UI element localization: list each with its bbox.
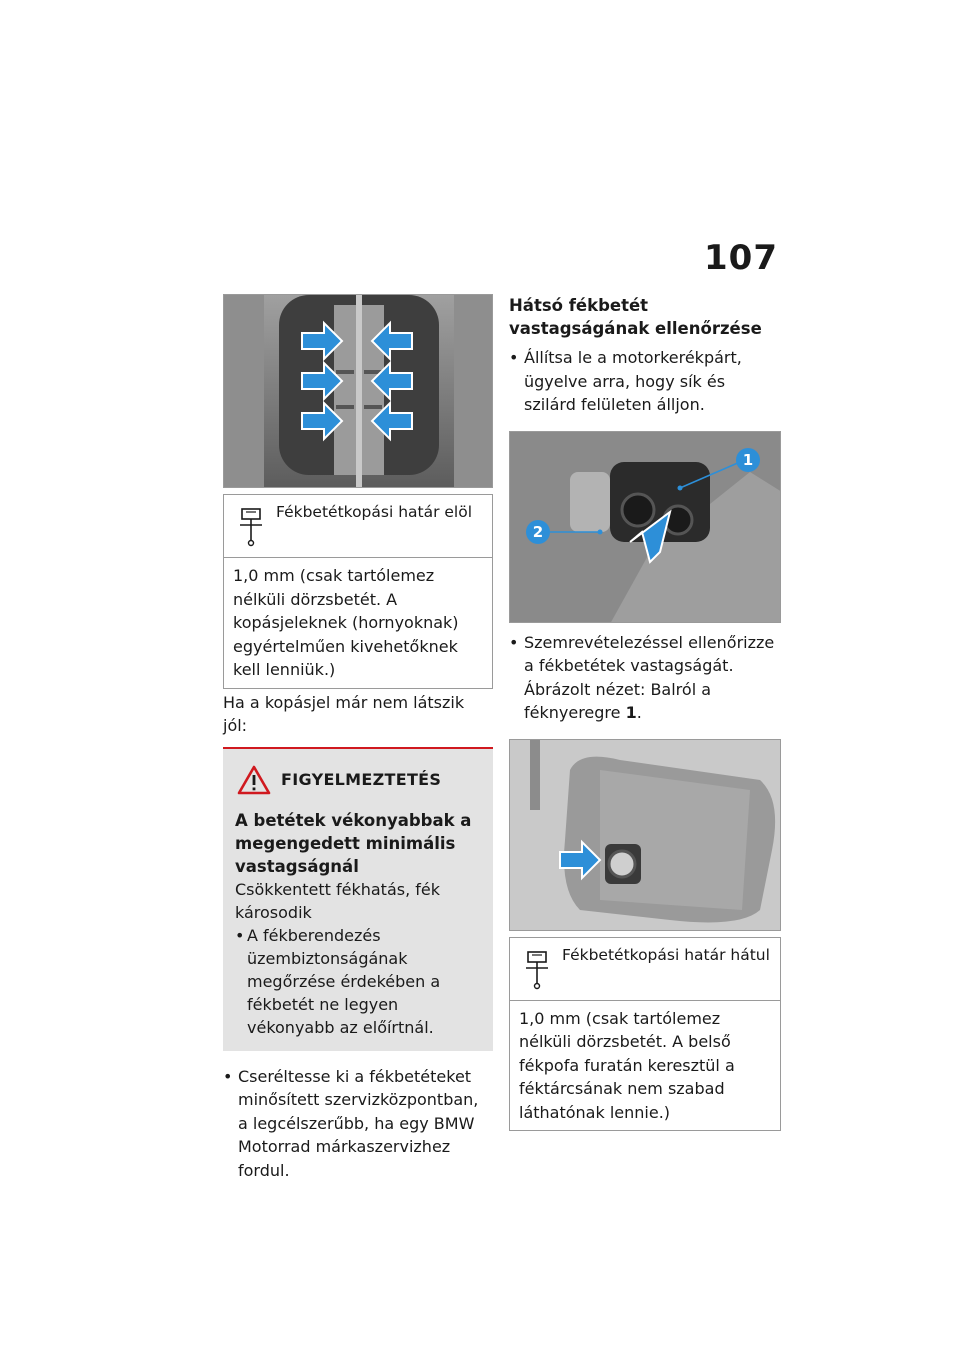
caliper-gauge-icon [236,501,266,551]
check-bullet [509,631,781,725]
bullet-dot: • [235,925,245,945]
spec-front-wear-limit [223,494,493,689]
spec-front-value: 1,0 mm (csak tartólemez nélküli dörzsbetét. A kopásjeleknek (hornyoknak) egyértelműen kivehetőknek kell lenniük.) [233,566,459,679]
warning-header [237,765,481,795]
bullet-dot: • [223,1066,233,1086]
park-bullet [509,346,781,417]
spec-rear-value: 1,0 mm (csak tartólemez nélküli dörzsbetét. A belső fékpofa furatán keresztül a féktárcsának nem szabad láthatónak lennie.) [519,1008,735,1122]
warning-title: A betétek vékonyabbak a megengedett minimális vastagságnál [235,810,472,876]
visibility-paragraph: Ha a kopásjel már nem látszik jól: [223,692,465,735]
warning-consequence: Csökkentett fékhatás, fék károsodik [235,879,441,922]
bullet-dot: • [509,632,519,652]
warning-bullet-text: A fékberendezés üzembiztonságának megőrzése érdekében a fékbetét ne legyen vékonyabb az előírtnál. [247,925,441,1037]
check-bullet-text [524,631,781,725]
callout-2 [526,520,550,544]
replace-bullet-text: Cseréltesse ki a fékbetéteket minősített szervizközpontban, a legcélszerűbb, ha egy BMW Motorrad márkaszervizhez fordul. [238,1066,479,1180]
spec-rear-header [510,938,780,1001]
spec-rear-title: Fékbetétkopási határ hátul [562,945,770,964]
left-column [223,294,493,1182]
warning-bullet [235,924,481,1039]
replace-bullet [223,1065,493,1183]
right-column [509,294,781,1131]
bullet-dot: • [509,348,519,367]
rear-brake-overview-figure [509,431,781,623]
check-bullet-main: Szemrevételezéssel ellenőrizze a fékbetétek vastagságát. Ábrázolt nézet: Balról a féknyeregre [524,632,775,722]
front-brake-pads-figure [223,294,493,488]
park-bullet-text: Állítsa le a motorkerékpárt, ügyelve arra, hogy sík és szilárd felületen álljon. [524,348,742,414]
check-bullet-ref: 1 [625,703,637,722]
check-bullet-end: . [636,703,642,722]
warning-triangle-icon [237,765,271,795]
page-number: 107 [704,238,778,278]
caliper-gauge-icon [522,944,552,994]
rear-caliper-figure [509,739,781,931]
callout-1 [736,448,760,472]
spec-front-header [224,495,492,558]
spec-front-title: Fékbetétkopási határ elöl [276,503,473,521]
section-title: Hátsó fékbetét vastagságának ellenőrzése [509,296,762,338]
callout-1-label: 1 [742,450,754,469]
callout-2-label: 2 [532,522,544,541]
warning-label: FIGYELMEZTETÉS [281,770,442,789]
front-brake-illustration [224,295,493,488]
warning-box [223,747,493,1051]
rear-caliper-illustration [510,740,781,931]
spec-rear-wear-limit [509,937,781,1132]
